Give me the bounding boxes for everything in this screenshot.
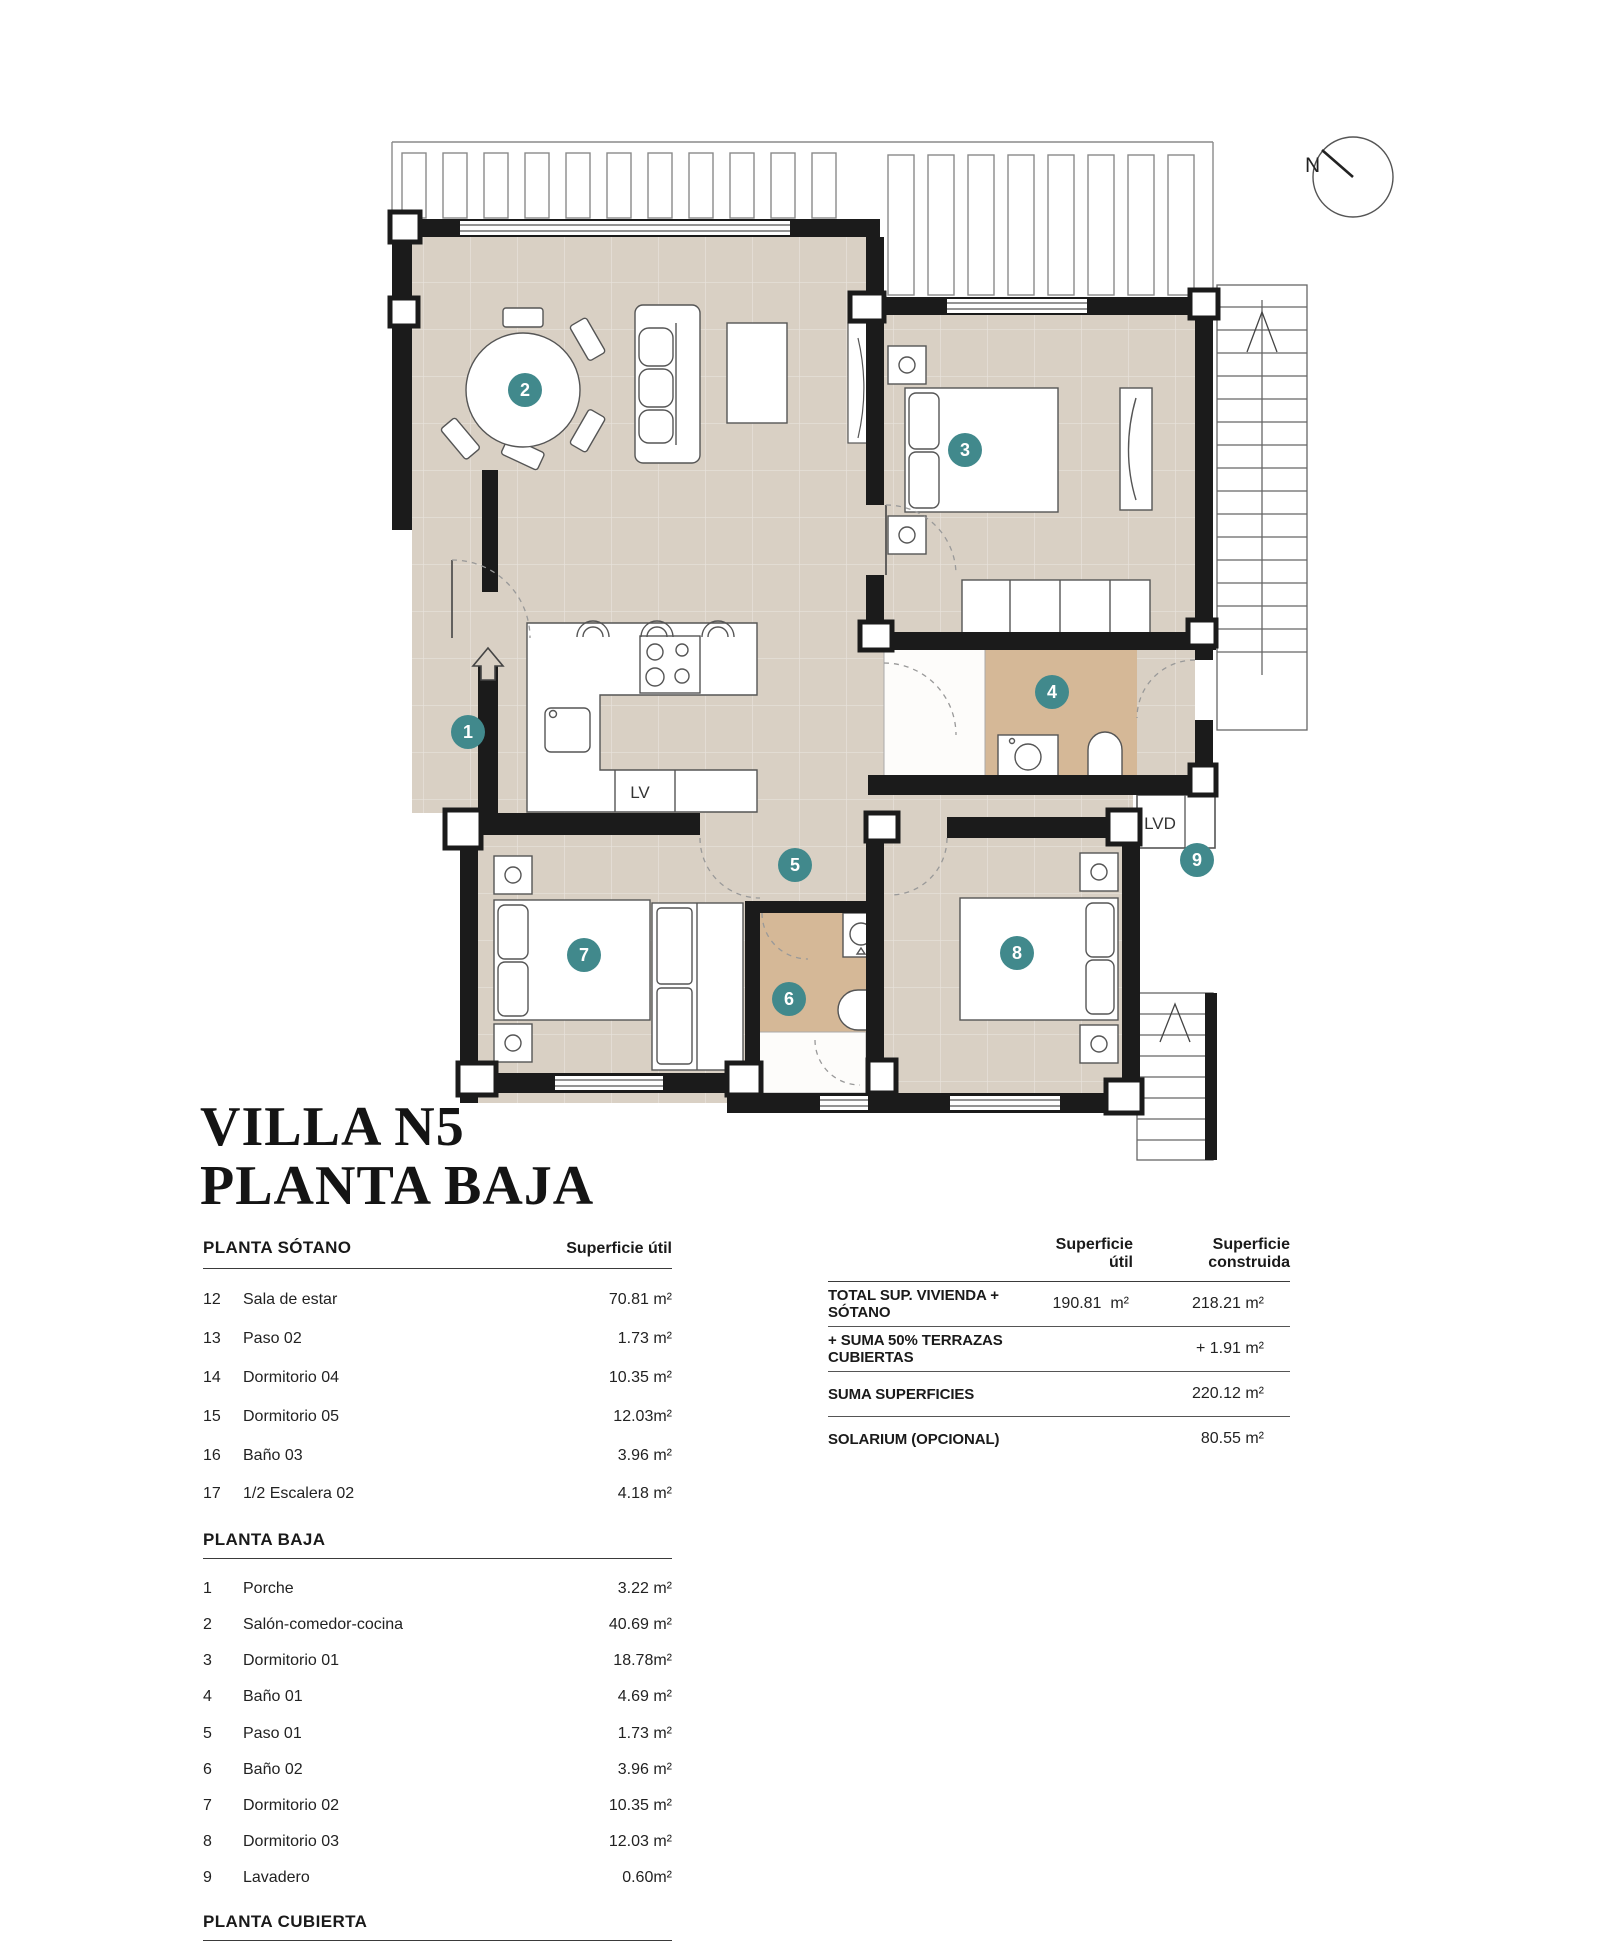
svg-text:6: 6 bbox=[783, 989, 795, 1009]
room-area: 1.73 m² bbox=[617, 1724, 672, 1742]
legend-row bbox=[203, 1436, 672, 1475]
room-area: 3.96 m² bbox=[617, 1446, 672, 1464]
room-name: Lavadero bbox=[243, 1869, 310, 1887]
room-area: 3.22 m² bbox=[617, 1579, 672, 1597]
room-name: Dormitorio 02 bbox=[243, 1797, 340, 1814]
exterior-stairs-right bbox=[1217, 285, 1307, 730]
room-name: Baño 01 bbox=[243, 1688, 303, 1706]
marker-dormitorio-03 bbox=[1000, 936, 1034, 970]
room-name: Dormitorio 04 bbox=[243, 1368, 340, 1386]
room-number: 1 bbox=[203, 1579, 212, 1597]
svg-text:9: 9 bbox=[1191, 850, 1203, 870]
sotano-rows bbox=[203, 1281, 672, 1514]
room-area: 12.03m² bbox=[613, 1407, 672, 1425]
coffee-table bbox=[727, 323, 787, 423]
title-line-2: PLANTA BAJA bbox=[200, 1155, 595, 1217]
room-number: 6 bbox=[203, 1760, 212, 1778]
svg-text:8: 8 bbox=[1011, 943, 1023, 963]
marker-porche bbox=[451, 715, 485, 749]
summary-construida-value: 220.12 m² bbox=[1191, 1385, 1264, 1402]
page-title bbox=[200, 1098, 594, 1216]
summary-label: SOLARIUM (OPCIONAL) bbox=[828, 1430, 1000, 1448]
room-area: 10.35 m² bbox=[608, 1797, 672, 1814]
marker-bano-01 bbox=[1035, 675, 1069, 709]
legend-row bbox=[203, 1860, 672, 1896]
room-name: Baño 02 bbox=[243, 1760, 303, 1778]
room-number: 7 bbox=[203, 1797, 212, 1814]
legend-row bbox=[203, 1679, 672, 1715]
summary-row bbox=[828, 1372, 1290, 1417]
planta-baja-rows bbox=[203, 1571, 672, 1897]
summary-rows bbox=[828, 1282, 1290, 1461]
exterior-stairs-bottom bbox=[1137, 993, 1217, 1160]
summary-label: SUMA SUPERFICIES bbox=[828, 1385, 975, 1403]
svg-text:3: 3 bbox=[959, 440, 971, 460]
pergola-slats-left bbox=[402, 153, 836, 218]
summary-construida-value: 80.55 m² bbox=[1200, 1430, 1264, 1447]
summary-util-value: 190.81 m² bbox=[1052, 1295, 1129, 1312]
section-header-sotano: PLANTA SÓTANO bbox=[203, 1238, 352, 1257]
room-area: 4.69 m² bbox=[617, 1688, 672, 1706]
marker-dormitorio-01 bbox=[948, 433, 982, 467]
svg-text:5: 5 bbox=[789, 855, 801, 875]
legend-row bbox=[203, 1281, 672, 1320]
marker-lavadero bbox=[1180, 843, 1214, 877]
section-header-planta-baja: PLANTA BAJA bbox=[203, 1524, 672, 1559]
summary-label: TOTAL SUP. VIVIENDA + SÓTANO bbox=[828, 1287, 999, 1321]
legend-row bbox=[203, 1643, 672, 1679]
room-number: 3 bbox=[203, 1652, 212, 1670]
room-name: Sala de estar bbox=[243, 1291, 338, 1309]
room-legend-table bbox=[203, 1238, 672, 1941]
room-area: 1.73 m² bbox=[617, 1330, 672, 1348]
room-name: Paso 01 bbox=[243, 1724, 302, 1742]
legend-row bbox=[203, 1788, 672, 1824]
room-area: 3.96 m² bbox=[617, 1760, 672, 1778]
summary-construida-value: 218.21 m² bbox=[1191, 1295, 1264, 1312]
marker-bano-02 bbox=[772, 982, 806, 1016]
bath-02-shower-zone bbox=[747, 1032, 866, 1093]
header-superficie-util: Superficie útil bbox=[1055, 1236, 1133, 1271]
surface-summary-table bbox=[828, 1236, 1290, 1461]
room-name: Dormitorio 03 bbox=[243, 1833, 340, 1851]
room-area: 40.69 m² bbox=[608, 1616, 672, 1634]
section-header-planta-cubierta: PLANTA CUBIERTA bbox=[203, 1906, 672, 1941]
room-number: 4 bbox=[203, 1688, 212, 1706]
wardrobe-side bbox=[1120, 388, 1152, 510]
room-number: 14 bbox=[203, 1368, 221, 1386]
dishwasher-label: LV bbox=[630, 783, 650, 802]
room-number: 16 bbox=[203, 1446, 221, 1464]
room-number: 17 bbox=[203, 1485, 221, 1503]
legend-row bbox=[203, 1475, 672, 1514]
summary-construida-value: + 1.91 m² bbox=[1195, 1340, 1264, 1357]
pergola-slats-right bbox=[888, 155, 1194, 295]
room-name: Paso 02 bbox=[243, 1330, 302, 1348]
room-name: 1/2 Escalera 02 bbox=[243, 1485, 355, 1503]
legend-row bbox=[203, 1571, 672, 1607]
room-area: 10.35 m² bbox=[608, 1368, 672, 1386]
legend-row bbox=[203, 1752, 672, 1788]
bath-01-shower-zone bbox=[884, 645, 985, 779]
kitchen-sink bbox=[545, 708, 590, 752]
room-number: 15 bbox=[203, 1407, 221, 1425]
summary-row bbox=[828, 1327, 1290, 1372]
summary-row bbox=[828, 1417, 1290, 1461]
column-header-superficie-util: Superficie útil bbox=[566, 1240, 672, 1257]
room-name: Salón-comedor-cocina bbox=[243, 1616, 404, 1634]
svg-text:7: 7 bbox=[578, 945, 590, 965]
room-name: Dormitorio 05 bbox=[243, 1407, 340, 1425]
marker-paso-01 bbox=[778, 848, 812, 882]
room-area: 18.78m² bbox=[613, 1652, 672, 1670]
room-area: 0.60m² bbox=[622, 1869, 672, 1887]
sofa bbox=[635, 305, 700, 463]
legend-header bbox=[203, 1238, 672, 1269]
wardrobe-bottom bbox=[962, 580, 1150, 634]
compass-north-label: N bbox=[1305, 154, 1321, 177]
room-number: 9 bbox=[203, 1869, 212, 1887]
laundry-label: LVD bbox=[1144, 814, 1176, 833]
summary-label: + SUMA 50% TERRAZAS CUBIERTAS bbox=[828, 1332, 1003, 1366]
summary-row bbox=[828, 1282, 1290, 1327]
title-line-1: VILLA N5 bbox=[200, 1096, 465, 1158]
room-number: 13 bbox=[203, 1330, 221, 1348]
laundry-niche bbox=[1137, 795, 1215, 848]
legend-row bbox=[203, 1607, 672, 1643]
room-area: 70.81 m² bbox=[608, 1291, 672, 1309]
room-number: 12 bbox=[203, 1291, 221, 1309]
svg-text:1: 1 bbox=[462, 722, 474, 742]
legend-row bbox=[203, 1824, 672, 1860]
legend-row bbox=[203, 1320, 672, 1359]
room-name: Dormitorio 01 bbox=[243, 1652, 340, 1670]
compass bbox=[1305, 137, 1393, 217]
svg-text:4: 4 bbox=[1046, 682, 1058, 702]
marker-salon bbox=[508, 373, 542, 407]
header-superficie-construida: Superficie construida bbox=[1208, 1236, 1290, 1271]
legend-row bbox=[203, 1716, 672, 1752]
room-number: 8 bbox=[203, 1833, 212, 1851]
room-number: 2 bbox=[203, 1616, 212, 1634]
marker-dormitorio-02 bbox=[567, 938, 601, 972]
room-number: 5 bbox=[203, 1724, 212, 1742]
legend-row bbox=[203, 1397, 672, 1436]
summary-header-row bbox=[828, 1236, 1290, 1282]
svg-text:2: 2 bbox=[519, 380, 531, 400]
room-name: Baño 03 bbox=[243, 1446, 303, 1464]
room-area: 12.03 m² bbox=[608, 1833, 672, 1851]
room-name: Porche bbox=[243, 1579, 294, 1597]
toilet bbox=[1088, 732, 1122, 777]
room-area: 4.18 m² bbox=[617, 1485, 672, 1503]
legend-row bbox=[203, 1359, 672, 1398]
